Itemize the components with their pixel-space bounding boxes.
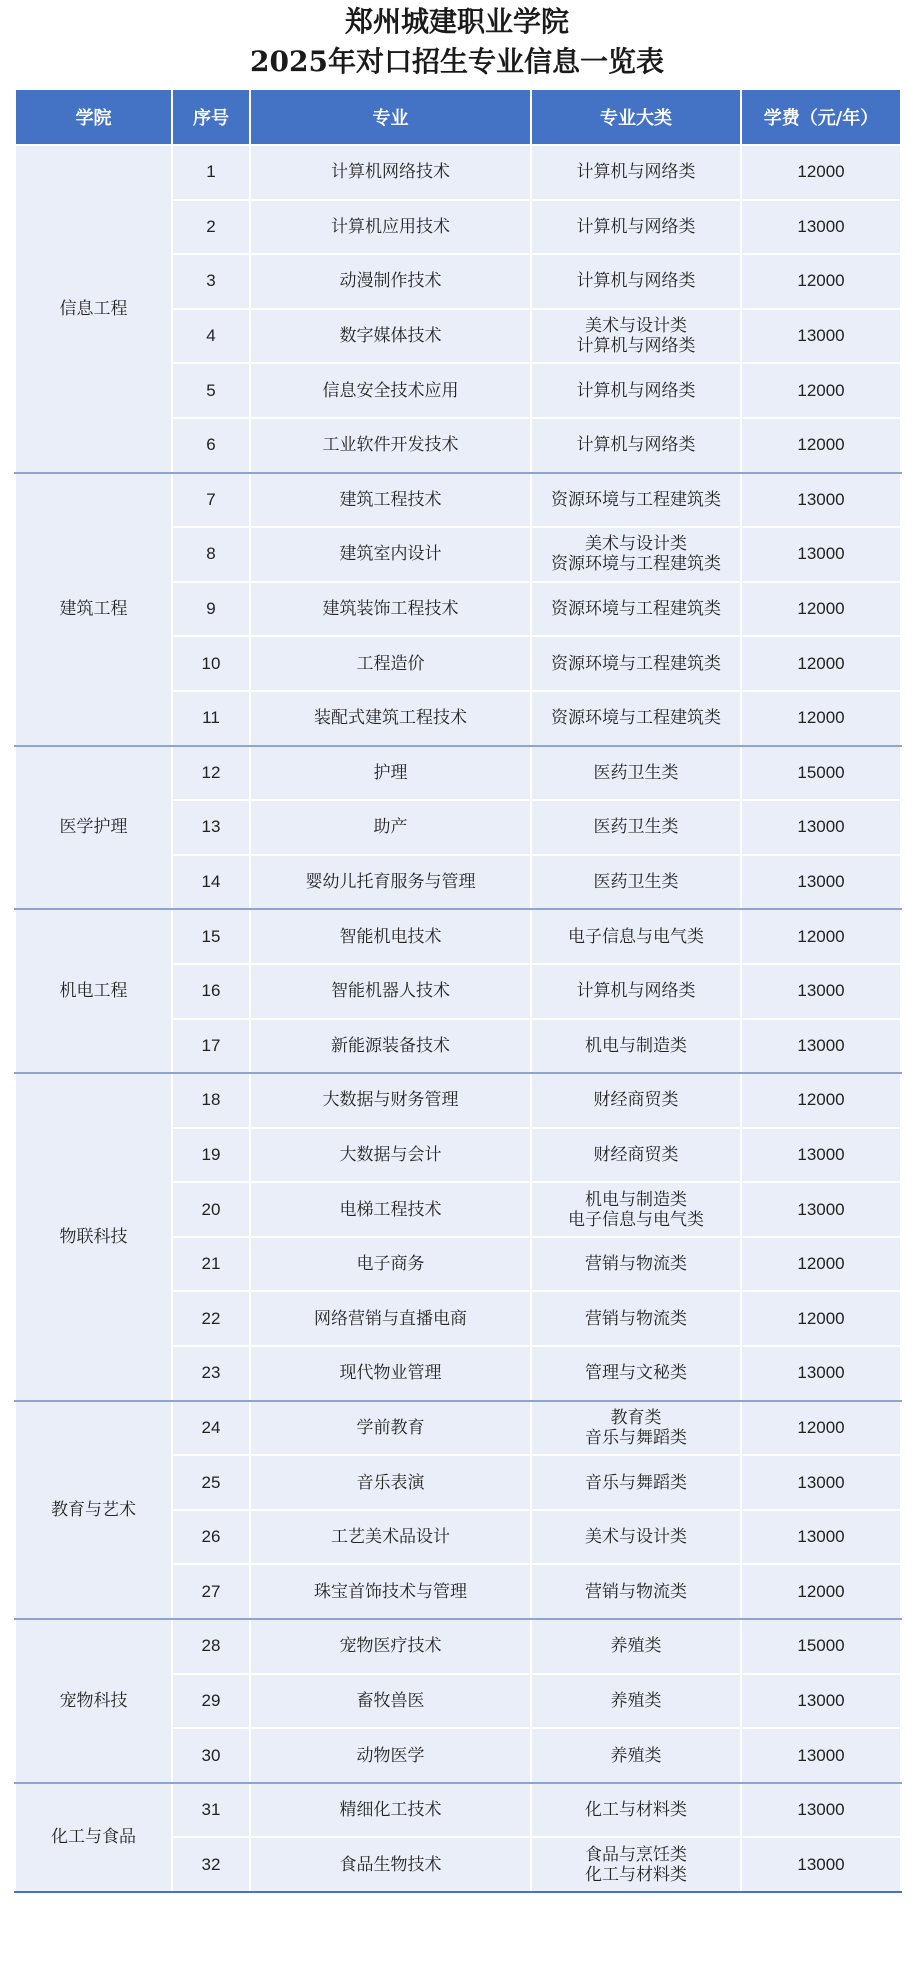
fee-cell: 12000	[741, 691, 901, 746]
fee-cell: 12000	[741, 254, 901, 309]
fee-cell: 13000	[741, 964, 901, 1019]
major-cell: 婴幼儿托育服务与管理	[250, 855, 531, 910]
header-number: 序号	[172, 89, 250, 145]
number-cell: 21	[172, 1237, 250, 1292]
major-cell: 学前教育	[250, 1401, 531, 1456]
number-cell: 26	[172, 1510, 250, 1565]
category-cell	[531, 1619, 741, 1674]
header-college: 学院	[15, 89, 172, 145]
number-cell: 1	[172, 145, 250, 200]
number-cell: 15	[172, 909, 250, 964]
major-cell: 音乐表演	[250, 1455, 531, 1510]
category-label: 计算机与网络类	[576, 435, 696, 456]
major-cell: 信息安全技术应用	[250, 363, 531, 418]
major-cell: 装配式建筑工程技术	[250, 691, 531, 746]
table-row	[15, 909, 901, 964]
fee-cell: 12000	[741, 145, 901, 200]
fee-cell: 13000	[741, 1728, 901, 1783]
number-cell: 22	[172, 1291, 250, 1346]
category-cell	[531, 363, 741, 418]
table-row	[15, 1619, 901, 1674]
number-cell: 28	[172, 1619, 250, 1674]
major-cell: 智能机器人技术	[250, 964, 531, 1019]
header-category: 专业大类	[531, 89, 741, 145]
number-cell: 24	[172, 1401, 250, 1456]
table-row	[15, 1783, 901, 1838]
category-cell	[531, 1346, 741, 1401]
college-cell: 医学护理	[15, 746, 172, 910]
fee-cell: 13000	[741, 527, 901, 582]
category-label: 计算机与网络类	[576, 380, 696, 401]
category-label: 计算机与网络类	[576, 336, 696, 357]
category-label: 电子信息与电气类	[568, 926, 704, 947]
fee-cell: 13000	[741, 1837, 901, 1892]
number-cell: 13	[172, 800, 250, 855]
category-cell	[531, 527, 741, 582]
category-label: 养殖类	[610, 1745, 662, 1766]
table-row	[15, 473, 901, 528]
major-cell: 畜牧兽医	[250, 1674, 531, 1729]
major-cell: 大数据与会计	[250, 1128, 531, 1183]
category-label: 财经商贸类	[593, 1144, 679, 1165]
fee-cell: 13000	[741, 200, 901, 255]
fee-cell: 12000	[741, 636, 901, 691]
table-row	[15, 746, 901, 801]
fee-cell: 13000	[741, 855, 901, 910]
category-cell	[531, 1564, 741, 1619]
major-cell: 建筑装饰工程技术	[250, 582, 531, 637]
category-cell	[531, 1237, 741, 1292]
category-cell	[531, 473, 741, 528]
category-label: 资源环境与工程建筑类	[551, 489, 721, 510]
number-cell: 31	[172, 1783, 250, 1838]
number-cell: 23	[172, 1346, 250, 1401]
major-cell: 电梯工程技术	[250, 1182, 531, 1237]
category-label: 养殖类	[610, 1690, 662, 1711]
major-info-table	[14, 88, 902, 1893]
number-cell: 12	[172, 746, 250, 801]
major-cell: 工艺美术品设计	[250, 1510, 531, 1565]
number-cell: 9	[172, 582, 250, 637]
fee-cell: 12000	[741, 363, 901, 418]
category-cell	[531, 1455, 741, 1510]
fee-cell: 13000	[741, 1455, 901, 1510]
fee-cell: 12000	[741, 1237, 901, 1292]
number-cell: 14	[172, 855, 250, 910]
category-cell	[531, 418, 741, 473]
fee-cell: 15000	[741, 1619, 901, 1674]
major-cell: 智能机电技术	[250, 909, 531, 964]
category-label: 机电与制造类	[585, 1035, 687, 1056]
number-cell: 27	[172, 1564, 250, 1619]
header-major: 专业	[250, 89, 531, 145]
page-subtitle: 2025年对口招生专业信息一览表	[250, 45, 664, 78]
category-cell	[531, 1510, 741, 1565]
major-cell: 数字媒体技术	[250, 309, 531, 364]
category-label: 美术与设计类	[585, 1527, 687, 1548]
category-cell	[531, 1128, 741, 1183]
category-label: 食品与烹饪类	[585, 1844, 687, 1865]
category-label: 音乐与舞蹈类	[585, 1427, 687, 1448]
category-cell	[531, 964, 741, 1019]
category-label: 计算机与网络类	[576, 981, 696, 1002]
major-cell: 工业软件开发技术	[250, 418, 531, 473]
number-cell: 25	[172, 1455, 250, 1510]
category-label: 资源环境与工程建筑类	[551, 653, 721, 674]
fee-cell: 13000	[741, 800, 901, 855]
category-cell	[531, 746, 741, 801]
category-cell	[531, 309, 741, 364]
number-cell: 10	[172, 636, 250, 691]
major-cell: 大数据与财务管理	[250, 1073, 531, 1128]
fee-cell: 12000	[741, 1401, 901, 1456]
category-cell	[531, 254, 741, 309]
table-row	[15, 145, 901, 200]
table-row	[15, 1073, 901, 1128]
major-cell: 食品生物技术	[250, 1837, 531, 1892]
table-body	[15, 145, 901, 1892]
fee-cell: 12000	[741, 1291, 901, 1346]
category-label: 机电与制造类	[585, 1189, 687, 1210]
major-cell: 网络营销与直播电商	[250, 1291, 531, 1346]
fee-cell: 12000	[741, 418, 901, 473]
page-title: 郑州城建职业学院	[344, 5, 569, 38]
number-cell: 3	[172, 254, 250, 309]
category-label: 计算机与网络类	[576, 271, 696, 292]
major-cell: 助产	[250, 800, 531, 855]
major-cell: 计算机应用技术	[250, 200, 531, 255]
category-cell	[531, 1783, 741, 1838]
fee-cell: 13000	[741, 1019, 901, 1074]
number-cell: 32	[172, 1837, 250, 1892]
major-cell: 护理	[250, 746, 531, 801]
fee-cell: 15000	[741, 746, 901, 801]
category-label: 教育类	[610, 1407, 662, 1428]
college-cell: 教育与艺术	[15, 1401, 172, 1619]
header-fee: 学费（元/年）	[741, 89, 901, 145]
number-cell: 17	[172, 1019, 250, 1074]
fee-cell: 13000	[741, 1182, 901, 1237]
category-label: 资源环境与工程建筑类	[551, 599, 721, 620]
category-cell	[531, 909, 741, 964]
category-label: 医药卫生类	[593, 872, 679, 893]
category-cell	[531, 855, 741, 910]
major-cell: 建筑室内设计	[250, 527, 531, 582]
number-cell: 16	[172, 964, 250, 1019]
college-cell: 化工与食品	[15, 1783, 172, 1892]
category-label: 管理与文秘类	[585, 1363, 687, 1384]
category-cell	[531, 691, 741, 746]
fee-cell: 12000	[741, 1564, 901, 1619]
number-cell: 18	[172, 1073, 250, 1128]
category-label: 化工与材料类	[585, 1864, 687, 1885]
category-label: 计算机与网络类	[576, 162, 696, 183]
number-cell: 8	[172, 527, 250, 582]
number-cell: 6	[172, 418, 250, 473]
category-cell	[531, 1728, 741, 1783]
table-header-row	[15, 89, 901, 145]
fee-cell: 13000	[741, 1783, 901, 1838]
category-cell	[531, 582, 741, 637]
number-cell: 5	[172, 363, 250, 418]
fee-cell: 12000	[741, 909, 901, 964]
category-label: 营销与物流类	[585, 1254, 687, 1275]
college-cell: 信息工程	[15, 145, 172, 473]
college-cell: 建筑工程	[15, 473, 172, 746]
major-cell: 精细化工技术	[250, 1783, 531, 1838]
fee-cell: 13000	[741, 1674, 901, 1729]
fee-cell: 12000	[741, 1073, 901, 1128]
category-cell	[531, 1674, 741, 1729]
category-cell	[531, 200, 741, 255]
category-cell	[531, 636, 741, 691]
category-cell	[531, 1401, 741, 1456]
category-cell	[531, 1291, 741, 1346]
college-cell: 机电工程	[15, 909, 172, 1073]
category-label: 电子信息与电气类	[568, 1209, 704, 1230]
major-cell: 电子商务	[250, 1237, 531, 1292]
number-cell: 2	[172, 200, 250, 255]
number-cell: 19	[172, 1128, 250, 1183]
category-cell	[531, 1073, 741, 1128]
major-cell: 动漫制作技术	[250, 254, 531, 309]
category-label: 美术与设计类	[585, 534, 687, 555]
number-cell: 29	[172, 1674, 250, 1729]
fee-cell: 13000	[741, 473, 901, 528]
fee-cell: 13000	[741, 1510, 901, 1565]
category-cell	[531, 145, 741, 200]
fee-cell: 13000	[741, 1128, 901, 1183]
table-row	[15, 1401, 901, 1456]
category-label: 医药卫生类	[593, 817, 679, 838]
major-cell: 计算机网络技术	[250, 145, 531, 200]
category-cell	[531, 1837, 741, 1892]
number-cell: 20	[172, 1182, 250, 1237]
category-label: 养殖类	[610, 1636, 662, 1657]
major-cell: 宠物医疗技术	[250, 1619, 531, 1674]
major-cell: 建筑工程技术	[250, 473, 531, 528]
category-label: 音乐与舞蹈类	[585, 1472, 687, 1493]
college-cell: 宠物科技	[15, 1619, 172, 1783]
category-label: 化工与材料类	[585, 1800, 687, 1821]
category-cell	[531, 1019, 741, 1074]
category-label: 营销与物流类	[585, 1581, 687, 1602]
college-cell: 物联科技	[15, 1073, 172, 1401]
category-label: 营销与物流类	[585, 1308, 687, 1329]
fee-cell: 13000	[741, 309, 901, 364]
category-label: 计算机与网络类	[576, 216, 696, 237]
number-cell: 4	[172, 309, 250, 364]
category-label: 美术与设计类	[585, 316, 687, 337]
major-cell: 动物医学	[250, 1728, 531, 1783]
category-label: 资源环境与工程建筑类	[551, 554, 721, 575]
major-cell: 现代物业管理	[250, 1346, 531, 1401]
major-cell: 工程造价	[250, 636, 531, 691]
major-cell: 新能源装备技术	[250, 1019, 531, 1074]
major-cell: 珠宝首饰技术与管理	[250, 1564, 531, 1619]
category-cell	[531, 1182, 741, 1237]
category-label: 资源环境与工程建筑类	[551, 708, 721, 729]
fee-cell: 12000	[741, 582, 901, 637]
number-cell: 30	[172, 1728, 250, 1783]
category-label: 财经商贸类	[593, 1090, 679, 1111]
number-cell: 11	[172, 691, 250, 746]
fee-cell: 13000	[741, 1346, 901, 1401]
category-label: 医药卫生类	[593, 762, 679, 783]
category-cell	[531, 800, 741, 855]
number-cell: 7	[172, 473, 250, 528]
